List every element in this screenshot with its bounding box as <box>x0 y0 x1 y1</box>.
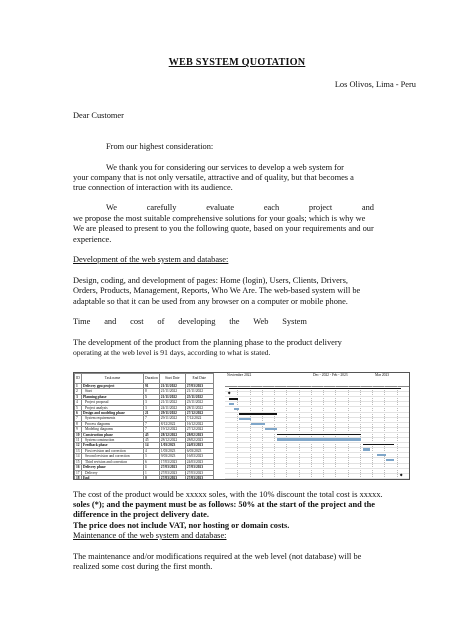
gantt-cell-name: Design and modeling phase <box>82 411 144 416</box>
gantt-cell-end: 28/11/2022 <box>185 405 213 410</box>
gantt-cell-end: 7/12/2022 <box>185 416 213 421</box>
gantt-cell-end: 24/03/2023 <box>185 443 213 448</box>
gantt-cell-id: 10 <box>76 432 80 437</box>
word: project <box>308 203 333 212</box>
gantt-cell-id: 8 <box>75 421 82 426</box>
milestone-marker <box>228 392 231 395</box>
row-line <box>225 457 409 458</box>
gantt-task-bar <box>251 423 265 425</box>
col-header-id: ID <box>75 374 82 384</box>
gantt-cell-end: 6/03/2023 <box>185 448 213 453</box>
gantt-cell-name: Second revision and correction <box>82 454 144 459</box>
gantt-cell-dur: 7 <box>144 427 160 432</box>
gantt-cell-name: Planning phase <box>82 394 144 399</box>
gantt-task-bar <box>265 428 277 430</box>
gantt-task-bar <box>277 438 361 440</box>
gantt-cell-name: System construction <box>82 438 144 443</box>
gantt-cell-dur: 91 <box>144 384 160 389</box>
paragraph-line: adaptable so that it can be used from any browser on a computer or mobile phone. <box>73 297 348 306</box>
gantt-cell-end: 16/12/2022 <box>185 421 213 426</box>
gantt-cell-id: 17 <box>76 470 80 475</box>
paragraph-line: we propose the most suitable comprehensive solutions for your goals; which is why we <box>73 214 366 223</box>
milestone-marker <box>400 474 403 477</box>
gantt-cell-start: 21/11/2022 <box>159 394 185 399</box>
gantt-cell-id: 18 <box>76 475 80 480</box>
gantt-cell-name: Modeling diagrams <box>82 427 144 432</box>
gantt-cell-id: 11 <box>75 438 82 443</box>
page-title: WEB SYSTEM QUOTATION <box>168 57 306 68</box>
gantt-cell-start: 1/03/2023 <box>159 448 185 453</box>
col-header-end: End Date <box>185 374 213 384</box>
gantt-task-bar <box>363 448 370 450</box>
row-line <box>225 468 409 469</box>
gantt-cell-name: Project proposal <box>82 400 144 405</box>
gantt-cell-end: 27/03/2023 <box>185 475 213 480</box>
word: Web <box>253 317 269 326</box>
gantt-cell-dur: 4 <box>144 448 160 453</box>
gantt-row <box>75 475 214 480</box>
gantt-cell-id: 9 <box>75 427 82 432</box>
gantt-timeline <box>225 373 409 479</box>
gantt-cell-id: 12 <box>76 443 80 448</box>
gantt-task-bar <box>377 454 386 456</box>
gantt-cell-id: 2 <box>75 389 82 394</box>
word: carefully <box>146 203 177 212</box>
word: System <box>282 317 307 326</box>
word: cost <box>130 317 144 326</box>
gantt-cell-end: 16/03/2023 <box>185 454 213 459</box>
word: We <box>106 203 117 212</box>
gantt-cell-id: 5 <box>75 405 82 410</box>
gantt-cell-end: 27/03/2023 <box>185 384 213 389</box>
paragraph-line: We are pleased to present to you the following quote, based on your requirements and our <box>73 224 374 233</box>
period-label: Dec - 2022 - Feb - 2023 <box>313 373 348 377</box>
gantt-cell-start: 28/12/2022 <box>159 432 185 437</box>
gantt-cell-id: 3 <box>75 394 82 399</box>
row-line <box>225 463 409 464</box>
row-line <box>225 391 409 392</box>
consideration-line: From our highest consideration: <box>106 142 214 151</box>
row-line <box>225 396 409 397</box>
col-header-task: Task name <box>82 374 144 384</box>
gantt-summary-bar <box>239 413 277 415</box>
gantt-summary-bar <box>363 444 394 446</box>
gantt-cell-id: 1 <box>75 384 82 389</box>
gantt-task-bar <box>234 408 239 410</box>
gantt-cell-name: Delivery <box>82 470 144 475</box>
gantt-cell-dur: 5 <box>144 454 160 459</box>
gantt-cell-id: 13 <box>76 448 80 453</box>
gantt-cell-dur: 3 <box>144 400 160 405</box>
row-line <box>225 406 409 407</box>
row-line <box>225 478 409 479</box>
gantt-cell-end: 25/11/2022 <box>185 394 213 399</box>
word: Time <box>73 317 91 326</box>
gantt-cell-name: Project analysis <box>82 405 144 410</box>
gantt-cell-dur: 21 <box>144 411 160 416</box>
paragraph-line: The development of the product from the planning phase to the product delivery <box>73 338 342 347</box>
timeline-header <box>225 373 409 387</box>
cost-line: The price does not include VAT, nor hosting or domain costs. <box>73 521 290 530</box>
gantt-cell-start: 21/11/2022 <box>159 384 185 389</box>
word: evaluate <box>206 203 235 212</box>
gantt-cell-name: Delivery phase <box>82 465 144 470</box>
col-header-duration: Duration <box>144 374 160 384</box>
gantt-task-bar <box>386 459 395 461</box>
paragraph-line: your company that is not only versatile, attractive and of quality, but that becomes a <box>73 173 354 182</box>
gantt-cell-id: 4 <box>75 400 82 405</box>
cost-line: soles (*); and the payment must be as follows: 50% at the start of the project and the <box>73 500 376 509</box>
gantt-cell-name: Start <box>82 389 144 394</box>
gantt-cell-end: 23/11/2022 <box>185 400 213 405</box>
gantt-summary-bar <box>277 434 361 436</box>
row-line <box>225 473 409 474</box>
gantt-cell-name: Construction phase <box>82 432 144 437</box>
gantt-cell-dur: 0 <box>144 389 160 394</box>
gantt-cell-id: 7 <box>75 416 82 421</box>
gantt-task-bar <box>229 403 234 405</box>
gantt-cell-dur: 7 <box>144 416 160 421</box>
gantt-chart <box>73 372 410 480</box>
gantt-cell-dur: 6 <box>144 459 160 464</box>
gantt-cell-start: 9/03/2023 <box>159 454 185 459</box>
word: developing <box>178 317 216 326</box>
gantt-cell-dur: 45 <box>144 432 160 437</box>
period-label: Noviembre 2022 <box>227 373 252 377</box>
gantt-cell-end: 27/03/2023 <box>185 465 213 470</box>
gantt-cell-start: 29/11/2022 <box>159 416 185 421</box>
gantt-cell-id: 6 <box>75 411 82 416</box>
evaluate-line <box>106 203 374 214</box>
gantt-summary-bar <box>229 388 401 390</box>
location-line: Los Olivos, Lima - Peru <box>334 80 416 89</box>
word: the <box>229 317 240 326</box>
gantt-task-bar <box>239 418 251 420</box>
paragraph-line: realized some cost during the first month. <box>73 562 213 571</box>
gantt-cell-start: 24/11/2022 <box>159 405 185 410</box>
gantt-cell-start: 8/12/2022 <box>159 421 185 426</box>
paragraph-line: operating at the web level is 91 days, according to what is stated. <box>73 348 271 357</box>
gantt-cell-name: Delivery gpu project <box>82 384 144 389</box>
gantt-cell-end: 27/03/2023 <box>185 470 213 475</box>
gantt-cell-id: 14 <box>76 454 80 459</box>
word: and <box>361 203 374 212</box>
gantt-cell-name: End <box>82 475 144 480</box>
word: and <box>104 317 117 326</box>
row-line <box>225 401 409 402</box>
col-header-start: Start Date <box>159 374 185 384</box>
gantt-cell-dur: 7 <box>144 421 160 426</box>
paragraph-line: The maintenance and/or modifications required at the web level (not database) will be <box>73 552 362 561</box>
word: of <box>157 317 165 326</box>
gantt-cell-dur: 14 <box>144 443 160 448</box>
paragraph-line: experience. <box>73 235 112 244</box>
gantt-cell-end: 24/03/2023 <box>185 459 213 464</box>
gantt-cell-end: 28/02/2023 <box>185 438 213 443</box>
gantt-cell-start: 19/12/2022 <box>159 427 185 432</box>
gantt-cell-name: Feedback phase <box>82 443 144 448</box>
gantt-cell-start: 27/03/2023 <box>159 475 185 480</box>
gantt-cell-end: 27/12/2022 <box>185 411 213 416</box>
period-label: Mar 2023 <box>375 373 390 377</box>
gantt-summary-bar <box>229 398 238 400</box>
section-heading: Maintenance of the web system and database: <box>73 531 227 540</box>
gantt-cell-end: 28/02/2023 <box>185 432 213 437</box>
gantt-cell-start: 29/11/2022 <box>159 411 185 416</box>
paragraph-line: Design, coding, and development of pages: Home (login), Users, Clients, Drivers, <box>73 276 348 285</box>
section-heading: Development of the web system and database: <box>73 255 229 264</box>
word: each <box>263 203 280 212</box>
gantt-cell-start: 1/03/2023 <box>159 443 185 448</box>
gantt-cell-dur: 45 <box>144 438 160 443</box>
paragraph-line: Orders, Products, Management, Reports, Who We Are. The web-based system will be <box>73 286 361 295</box>
gantt-cell-start: 17/03/2023 <box>159 459 185 464</box>
gantt-cell-name: Process diagrams <box>82 421 144 426</box>
gantt-cell-start: 21/11/2022 <box>159 389 185 394</box>
gantt-cell-start: 28/12/2022 <box>159 438 185 443</box>
time-heading <box>73 317 307 328</box>
gantt-cell-name: First revision and correction <box>82 448 144 453</box>
gantt-cell-name: System requirements <box>82 416 144 421</box>
gantt-task-table <box>74 373 214 480</box>
greeting: Dear Customer <box>73 111 124 120</box>
gantt-cell-end: 27/12/2022 <box>185 427 213 432</box>
paragraph-line: We thank you for considering our services to develop a web system for <box>106 163 344 172</box>
gantt-cell-dur: 1 <box>144 465 160 470</box>
row-line <box>225 447 409 448</box>
row-line <box>225 427 409 428</box>
gantt-cell-start: 27/03/2023 <box>159 470 185 475</box>
gantt-cell-id: 16 <box>76 465 80 470</box>
gantt-cell-dur: 1 <box>144 470 160 475</box>
gantt-cell-dur: 0 <box>144 475 160 480</box>
gantt-cell-start: 21/11/2022 <box>159 400 185 405</box>
cost-line: The cost of the product would be xxxxx soles, with the 10% discount the total cost is xxxxx. <box>73 490 383 499</box>
gantt-cell-id: 15 <box>76 459 80 464</box>
gantt-cell-start: 27/03/2023 <box>159 465 185 470</box>
gantt-cell-end: 21/11/2022 <box>185 389 213 394</box>
paragraph-line: true connection of interaction with its audience. <box>73 183 233 192</box>
row-line <box>225 417 409 418</box>
gantt-cell-dur: 3 <box>144 405 160 410</box>
gantt-cell-dur: 5 <box>144 394 160 399</box>
gantt-cell-name: Third revision and correction <box>82 459 144 464</box>
cost-line: difference in the project delivery date. <box>73 510 209 519</box>
